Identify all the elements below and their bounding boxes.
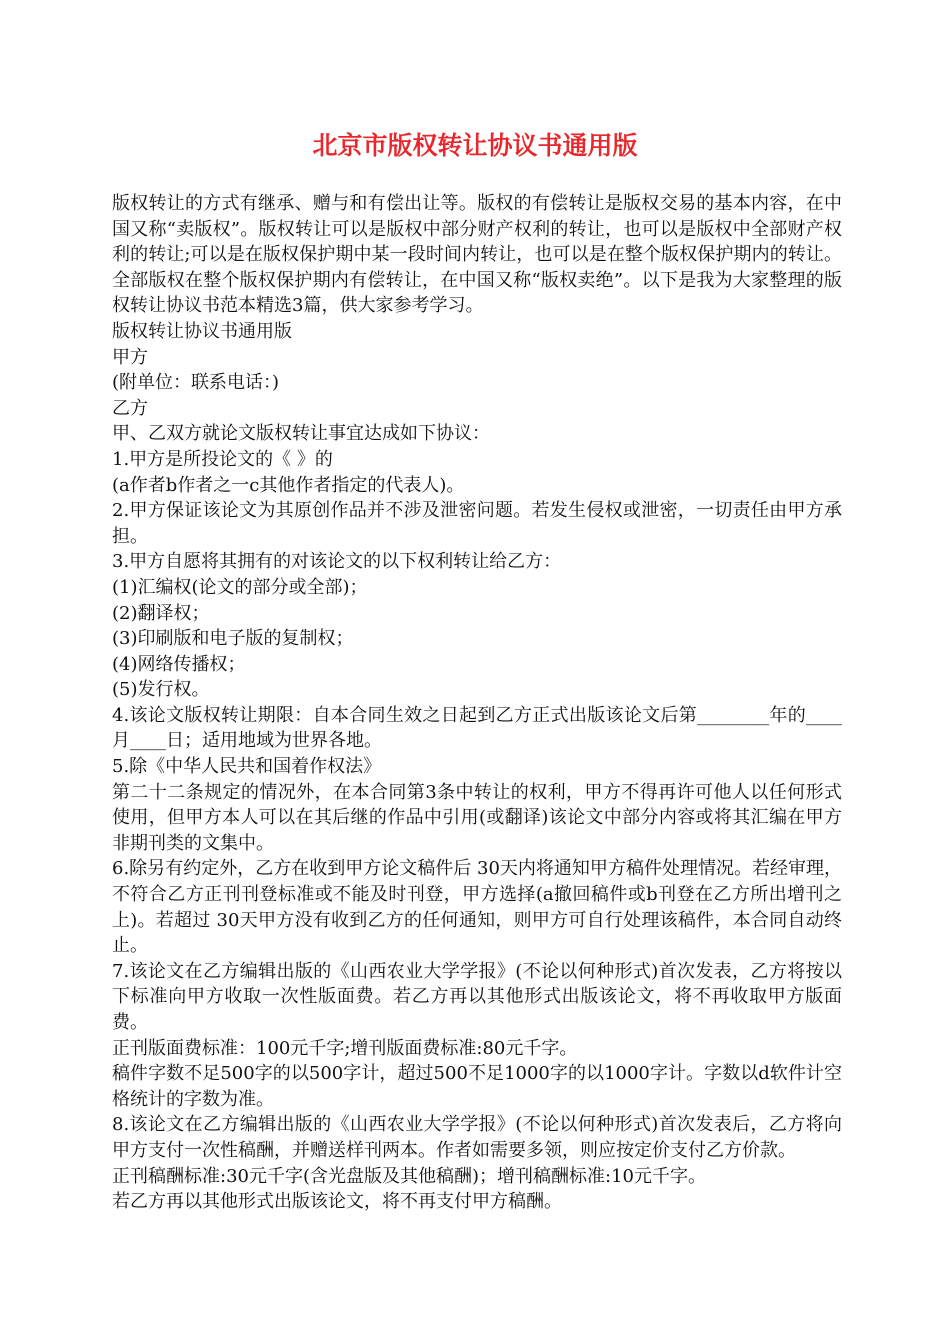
clause-5: 5.除《中华人民共和国着作权法》 [112, 756, 382, 778]
clause-3-item-2: (2)翻译权； [112, 602, 210, 624]
clause-3: 3.甲方自愿将其拥有的对该论文的以下权利转让给乙方： [112, 551, 562, 573]
agreement-heading: 版权转让协议书通用版 [112, 320, 292, 342]
clause-8-royalty-standard: 正刊稿酬标准:30元千字(含光盘版及其他稿酬)；增刊稿酬标准:10元千字。 [112, 1165, 706, 1187]
clause-1: 1.甲方是所投论文的《 》的 [112, 448, 333, 470]
clause-3-item-1: (1)汇编权(论文的部分或全部)； [112, 576, 368, 598]
clause-8-other-forms: 若乙方再以其他形式出版该论文，将不再支付甲方稿酬。 [112, 1191, 562, 1213]
document-body [112, 191, 842, 1215]
clause-6: 6.除另有约定外，乙方在收到甲方论文稿件后 30天内将通知甲方稿件处理情况。若经审理，不符合乙方正刊刊登标准或不能及时刊登，甲方选择(a撤回稿件或b刊登在乙方所出增刊之上)。若超过 30天甲方没有收到乙方的任何通知，则甲方可自行处理该稿件，本合同自动终止。 [112, 858, 842, 957]
clause-1-options: (a作者b作者之一c其他作者指定的代表人)。 [112, 474, 465, 496]
clause-7-fee-standard: 正刊版面费标准：100元千字;增刊版面费标准:80元千字。 [112, 1037, 578, 1059]
clause-4: 4.该论文版权转让期限：自本合同生效之日起到乙方正式出版该论文后第________年的____月____日；适用地域为世界各地。 [112, 704, 842, 752]
document-title: 北京市版权转让协议书通用版 [312, 131, 638, 160]
clause-2: 2.甲方保证该论文为其原创作品并不涉及泄密问题。若发生侵权或泄密，一切责任由甲方承担。 [112, 500, 842, 547]
clause-7: 7.该论文在乙方编辑出版的《山西农业大学学报》(不论以何种形式)首次发表，乙方将按以下标准向甲方收取一次性版面费。若乙方再以其他形式出版该论文，将不再收取甲方版面费。 [112, 960, 842, 1033]
intro-paragraph: 版权转让的方式有继承、赠与和有偿出让等。版权的有偿转让是版权交易的基本内容，在中国又称“卖版权”。版权转让可以是版权中部分财产权利的转让，也可以是版权中全部财产权利的转让;可以是在版权保护期中某一段时间内转让，也可以是在整个版权保护期内的转让。全部版权在整个版权保护期内有偿转让，在中国又称“版权卖绝”。以下是我为大家整理的版权转让协议书范本精选3篇，供大家参考学习。 [112, 193, 842, 317]
agreement-preamble: 甲、乙双方就论文版权转让事宜达成如下协议： [112, 423, 490, 445]
party-a-line: 甲方 [112, 346, 148, 368]
party-b-line: 乙方 [112, 397, 148, 419]
clause-3-item-3: (3)印刷版和电子版的复制权； [112, 628, 354, 650]
clause-7-word-count: 稿件字数不足500字的以500字计，超过500不足1000字的以1000字计。字数以d软件计空格统计的字数为准。 [112, 1063, 842, 1110]
clause-3-item-5: (5)发行权。 [112, 679, 210, 701]
clause-8: 8.该论文在乙方编辑出版的《山西农业大学学报》(不论以何种形式)首次发表后，乙方将向甲方支付一次性稿酬，并赠送样刊两本。作者如需要多领，则应按定价支付乙方价款。 [112, 1114, 842, 1161]
clause-5-continued: 第二十二条规定的情况外，在本合同第3条中转让的权利，甲方不得再许可他人以任何形式使用，但甲方本人可以在其后继的作品中引用(或翻译)该论文中部分内容或将其汇编在甲方非期刊类的文集中。 [112, 781, 842, 854]
clause-3-item-4: (4)网络传播权； [112, 653, 246, 675]
party-a-contact-line: (附单位：联系电话：) [112, 372, 280, 394]
